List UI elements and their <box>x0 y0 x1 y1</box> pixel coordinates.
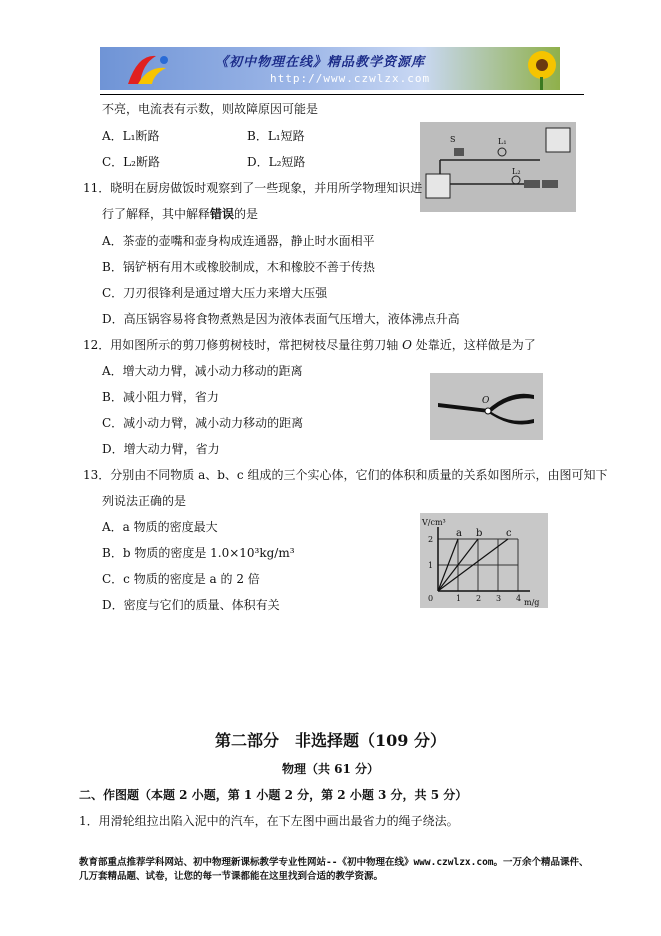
q11-option-b: B．锅铲柄有用木或橡胶制成，木和橡胶不善于传热 <box>102 260 375 274</box>
q10-option-b: B．L₁短路 <box>247 129 305 143</box>
q13-option-d: D．密度与它们的质量、体积有关 <box>102 598 280 612</box>
header-rule <box>100 94 584 95</box>
logo-icon <box>118 50 178 88</box>
header-banner <box>100 47 560 90</box>
page-footer: 教育部重点推荐学科网站、初中物理新课标教学专业性网站--《初中物理在线》www.czwlzx.com。一万余个精品课件、几万套精品题、试卷，让您的每一节课都能在这里找到合适的教学资源。 <box>79 857 589 882</box>
q11-stem-line2: 行了解释，其中解释错误的是 <box>102 207 259 221</box>
q12-stem: 12．用如图所示的剪刀修剪树枝时，常把树枝尽量往剪刀轴 O 处靠近，这样做是为了 <box>83 338 536 352</box>
q12-option-d: D．增大动力臂，省力 <box>102 442 220 456</box>
q11-stem-line1: 11．晓明在厨房做饭时观察到了一些现象，并用所学物理知识进 <box>83 181 423 195</box>
circuit-label-s: S <box>450 135 456 144</box>
q12-option-c: C．减小动力臂，减小动力移动的距离 <box>102 416 304 430</box>
circuit-diagram <box>420 122 576 212</box>
banner-url[interactable]: http://www.czwlzx.com <box>270 72 431 85</box>
circuit-label-l2: L₂ <box>512 167 521 176</box>
y-tick-label: 2 <box>428 535 434 544</box>
q10-option-a: A．L₁断路 <box>102 129 160 143</box>
y-axis-label: V/cm³ <box>422 518 446 527</box>
q13-stem-line2: 列说法正确的是 <box>102 494 187 508</box>
series-label-c: c <box>506 528 512 539</box>
sunflower-icon <box>520 47 560 90</box>
x-tick-label: 0 <box>428 594 434 603</box>
q11-option-a: A．茶壶的壶嘴和壶身构成连通器，静止时水面相平 <box>102 234 375 248</box>
q11-option-d: D．高压锅容易将食物煮熟是因为液体表面气压增大，液体沸点升高 <box>102 312 460 326</box>
q13-option-a: A．a 物质的密度最大 <box>102 520 218 534</box>
part2-question-1: 1．用滑轮组拉出陷入泥中的汽车，在下左图中画出最省力的绳子绕法。 <box>79 814 459 828</box>
q10-option-c: C．L₂断路 <box>102 155 160 169</box>
banner-title: 《初中物理在线》精品教学资源库 <box>215 55 426 70</box>
x-tick-label: 2 <box>476 594 482 603</box>
scissors-figure <box>430 373 543 440</box>
series-label-b: b <box>476 528 483 539</box>
q11-option-c: C．刀刃很锋利是通过增大压力来增大压强 <box>102 286 328 300</box>
series-label-a: a <box>456 528 462 539</box>
q13-stem-line1: 13．分别由不同物质 a、b、c 组成的三个实心体，它们的体积和质量的关系如图所示，由图可知下 <box>83 468 608 482</box>
circuit-label-l1: L₁ <box>498 137 507 146</box>
q10-stem-tail: 不亮，电流表有示数，则故障原因可能是 <box>102 102 319 116</box>
q12-option-a: A．增大动力臂，减小动力移动的距离 <box>102 364 303 378</box>
scissors-label-o: O <box>482 396 490 406</box>
circuit-figure <box>420 122 576 212</box>
q13-option-b: B．b 物质的密度是 1.0×10³kg/m³ <box>102 546 295 560</box>
part2-subtitle: 物理（共 61 分） <box>281 762 380 776</box>
x-tick-label: 3 <box>496 594 502 603</box>
q12-option-b: B．减小阻力臂，省力 <box>102 390 219 404</box>
q13-option-c: C．c 物质的密度是 a 的 2 倍 <box>102 572 260 586</box>
part2-title: 第二部分 非选择题（109 分） <box>215 731 446 750</box>
x-axis-label: m/g <box>524 598 540 607</box>
x-tick-label: 1 <box>456 594 462 603</box>
q10-option-d: D．L₂短路 <box>247 155 306 169</box>
density-chart-svg <box>420 513 548 608</box>
scissors-diagram <box>430 373 543 440</box>
y-tick-label: 1 <box>428 561 434 570</box>
density-chart <box>420 513 548 608</box>
section-heading: 二、作图题（本题 2 小题，第 1 小题 2 分，第 2 小题 3 分，共 5 分） <box>79 788 468 802</box>
x-tick-label: 4 <box>516 594 522 603</box>
